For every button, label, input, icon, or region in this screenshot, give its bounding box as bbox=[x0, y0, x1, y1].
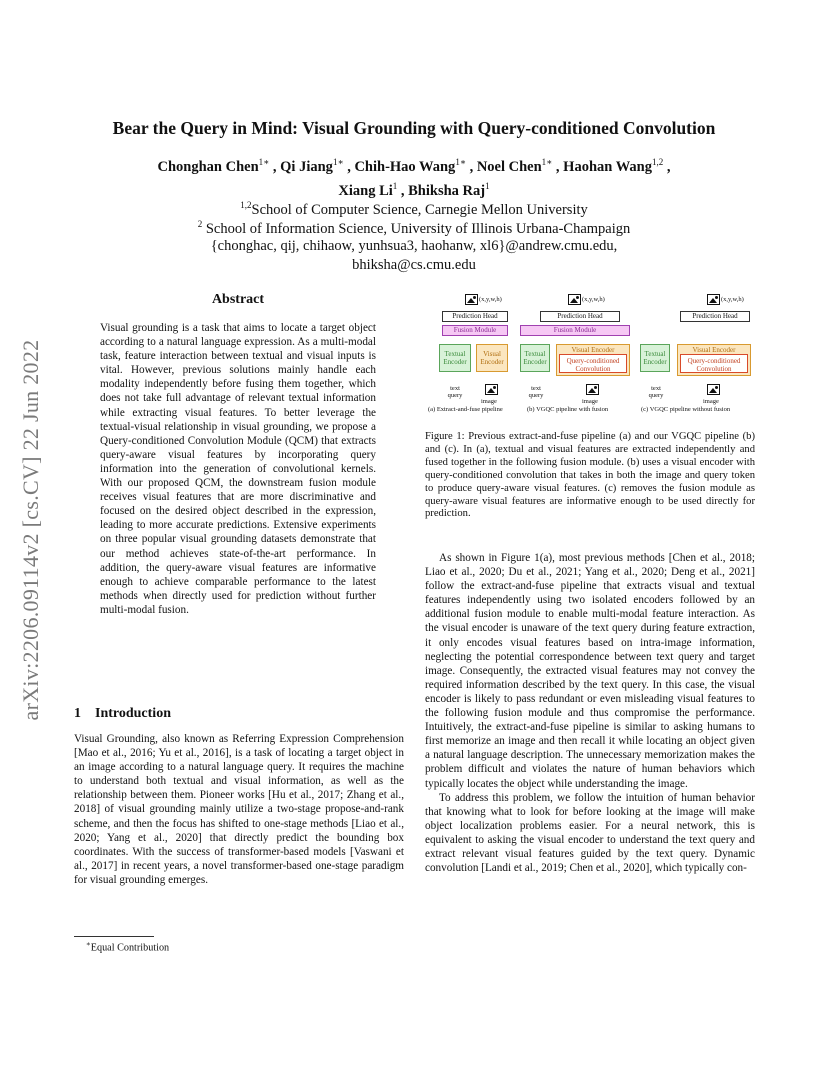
visual-encoder-b: Visual Encoder bbox=[556, 344, 630, 376]
footnote-rule bbox=[74, 936, 154, 937]
author: Chonghan Chen$^{1∗}$ bbox=[157, 157, 270, 175]
arxiv-stamp bbox=[16, 300, 46, 760]
section-heading: 1 Introduction bbox=[74, 706, 171, 721]
figure-caption: Figure 1: Previous extract-and-fuse pipeline (a) and our VGQC pipeline (b) and (c). In (a), textual and visual features are extracted independently and fused together in the following fusion module. (b) uses a visual encoder with query-conditioned convolution that takes in both the image and query token to produce query-aware visual features. (c) removes the fusion module as query-aware visual features are informative enough to be used directly for prediction. bbox=[425, 431, 755, 520]
email-line-1: {chonghac, qij, chihaow, yunhsua3, haohanw, xl6}@andrew.cmu.edu, bbox=[210, 238, 618, 254]
image-label-c: image bbox=[703, 398, 719, 405]
output-image-icon bbox=[568, 294, 581, 305]
paragraph: As shown in Figure 1(a), most previous methods [Chen et al., 2018; Liao et al., 2020; Du et al., 2021; Yang et al., 2020; Deng et al., 2021] follow the extract-and-fuse pipeline that extracts visual and textual features independently using two isolated encoders followed by an additional fusion module to enable multi-modal feature interaction. As the visual encoder is unaware of the text query during feature extraction, it only encodes visual features based on intra-image information, neglecting the potential correspondence between text query and target image. Consequently, the extracted visual features may not convey the required information described by the text query. In this case, the visual encoder is likely to pass redundant or even misleading visual features to the following fusion module and thus compromise the performance. Intuitively, the extract-and-fuse pipeline is similar to asking humans to first memorize an image and then recall it while locating an object given a natural language description. The unnecessary memorization makes the problem difficult and violates the nature of human behaviors which typically locates the object while understanding the image. bbox=[425, 552, 755, 790]
input-image-icon-c bbox=[707, 384, 720, 395]
author-list bbox=[60, 153, 768, 201]
author: Xiang Li$^1$ bbox=[338, 180, 398, 199]
author: Haohan Wang$^{1,2}$ bbox=[563, 157, 664, 175]
output-label: (x,y,w,h) bbox=[582, 296, 605, 303]
fusion-module-a: Fusion Module bbox=[442, 325, 508, 336]
author: Qi Jiang$^{1∗}$ bbox=[280, 157, 344, 175]
subcaption-b: (b) VGQC pipeline with fusion bbox=[527, 406, 609, 413]
input-image-icon-b bbox=[586, 384, 599, 395]
footnote: ∗Equal Contribution bbox=[86, 940, 170, 954]
author: Chih-Hao Wang$^{1∗}$ bbox=[354, 157, 466, 175]
textual-encoder-c: Textual Encoder bbox=[640, 344, 670, 372]
image-label-a: image bbox=[481, 398, 497, 405]
paper-title: Bear the Query in Mind: Visual Grounding with Query-conditioned Convolution bbox=[112, 118, 716, 138]
input-image-icon-a bbox=[485, 384, 498, 395]
abstract-heading: Abstract bbox=[211, 292, 265, 307]
subcaption-a: (a) Extract-and-fuse pipeline bbox=[428, 406, 503, 413]
qcc-block-b: Query-conditioned Convolution bbox=[559, 354, 627, 373]
text-query-label-c: text query bbox=[648, 385, 664, 399]
authors-line-1: Chonghan Chen$^{1∗}$ , Qi Jiang$^{1∗}$ , Chih-Hao Wang$^{1∗}$ , Noel Chen$^{1∗}$ , Haohan Wang$^{1,2}$ , bbox=[157, 157, 671, 175]
fusion-module-b: Fusion Module bbox=[520, 325, 630, 336]
abstract-text: Visual grounding is a task that aims to locate a target object according to a natural language expression. As a multi-modal task, feature interaction between textual and visual inputs is vital. However, previous solutions mainly handle each modality independently before fusing them together, which does not take full advantage of relevant textual information while extracting visual features. To better leverage the textual-visual relationship in visual grounding, we propose a Query-conditioned Convolution Module (QCM) that extracts query-aware visual features by incorporating query information into the generation of convolutional kernels. With our proposed QCM, the downstream fusion module receives visual features that are more discriminative and focused on the desired object described in the expression, leading to more accurate predictions. Extensive experiments on three popular visual grounding datasets demonstrate that our method achieves state-of-the-art performance. In addition, the query-aware visual features are informative enough to achieve comparable performance to the latest methods when directly used for prediction without further multi-modal fusion. bbox=[100, 322, 376, 616]
affiliation-2: $^2$ School of Information Science, University of Illinois Urbana-Champaign bbox=[197, 219, 631, 237]
email-line-2: bhiksha@cs.cmu.edu bbox=[352, 257, 476, 273]
arxiv-id: arXiv:2206.09114v2 [cs.CV] 22 Jun 2022 bbox=[18, 339, 43, 721]
author: Noel Chen$^{1∗}$ bbox=[476, 157, 553, 175]
right-column-text bbox=[425, 551, 755, 875]
text-query-label-b: text query bbox=[528, 385, 544, 399]
qcc-block-c: Query-conditioned Convolution bbox=[680, 354, 748, 373]
affiliation-1: $^{1,2}$School of Computer Science, Carnegie Mellon University bbox=[240, 200, 588, 218]
intro-paragraph: Visual Grounding, also known as Referring Expression Comprehension [Mao et al., 2016; Yu et al., 2016], is a task of locating a target object in an image according to a natural language query. It requires the machine to understand both textual and visual information, as well as the relationship between them. Pioneer works [Hu et al., 2017; Zhang et al., 2018] of visual grounding mainly utilize a two-stage propose-and-rank scheme, and then the focus has shifted to one-stage methods [Liao et al., 2020; Yang et al., 2020] that directly predict the bounding box coordinates. With the success of transformer-based models [Vaswani et al., 2017] in recent years, a novel transformer-based one-stage paradigm for visual grounding emerges. bbox=[74, 733, 404, 886]
prediction-head-b: Prediction Head bbox=[540, 311, 620, 322]
prediction-head-c: Prediction Head bbox=[680, 311, 750, 322]
image-label-b: image bbox=[582, 398, 598, 405]
output-image-icon bbox=[465, 294, 478, 305]
authors-line-2: Xiang Li$^1$ , Bhiksha Raj$^1$ bbox=[338, 180, 490, 199]
author: Bhiksha Raj$^1$ bbox=[408, 180, 490, 199]
prediction-head-a: Prediction Head bbox=[442, 311, 508, 322]
output-label: (x,y,w,h) bbox=[721, 296, 744, 303]
figure-1 bbox=[425, 290, 755, 420]
textual-encoder-b: Textual Encoder bbox=[520, 344, 550, 372]
output-label: (x,y,w,h) bbox=[479, 296, 502, 303]
subcaption-c: (c) VGQC pipeline without fusion bbox=[641, 406, 731, 413]
visual-encoder-a: Visual Encoder bbox=[476, 344, 508, 372]
output-image-icon bbox=[707, 294, 720, 305]
textual-encoder-a: Textual Encoder bbox=[439, 344, 471, 372]
paragraph: To address this problem, we follow the intuition of human behavior that knowing what to look for before looking at the image will make object localization problems easier. For a neural network, this is equivalent to asking the visual encoder to understand the text query and extract relevant visual features guided by the text query. Dynamic convolution [Landi et al., 2019; Chen et al., 2020], which typically con- bbox=[425, 791, 755, 875]
visual-encoder-c: Visual Encoder bbox=[677, 344, 751, 376]
text-query-label-a: text query bbox=[447, 385, 463, 399]
